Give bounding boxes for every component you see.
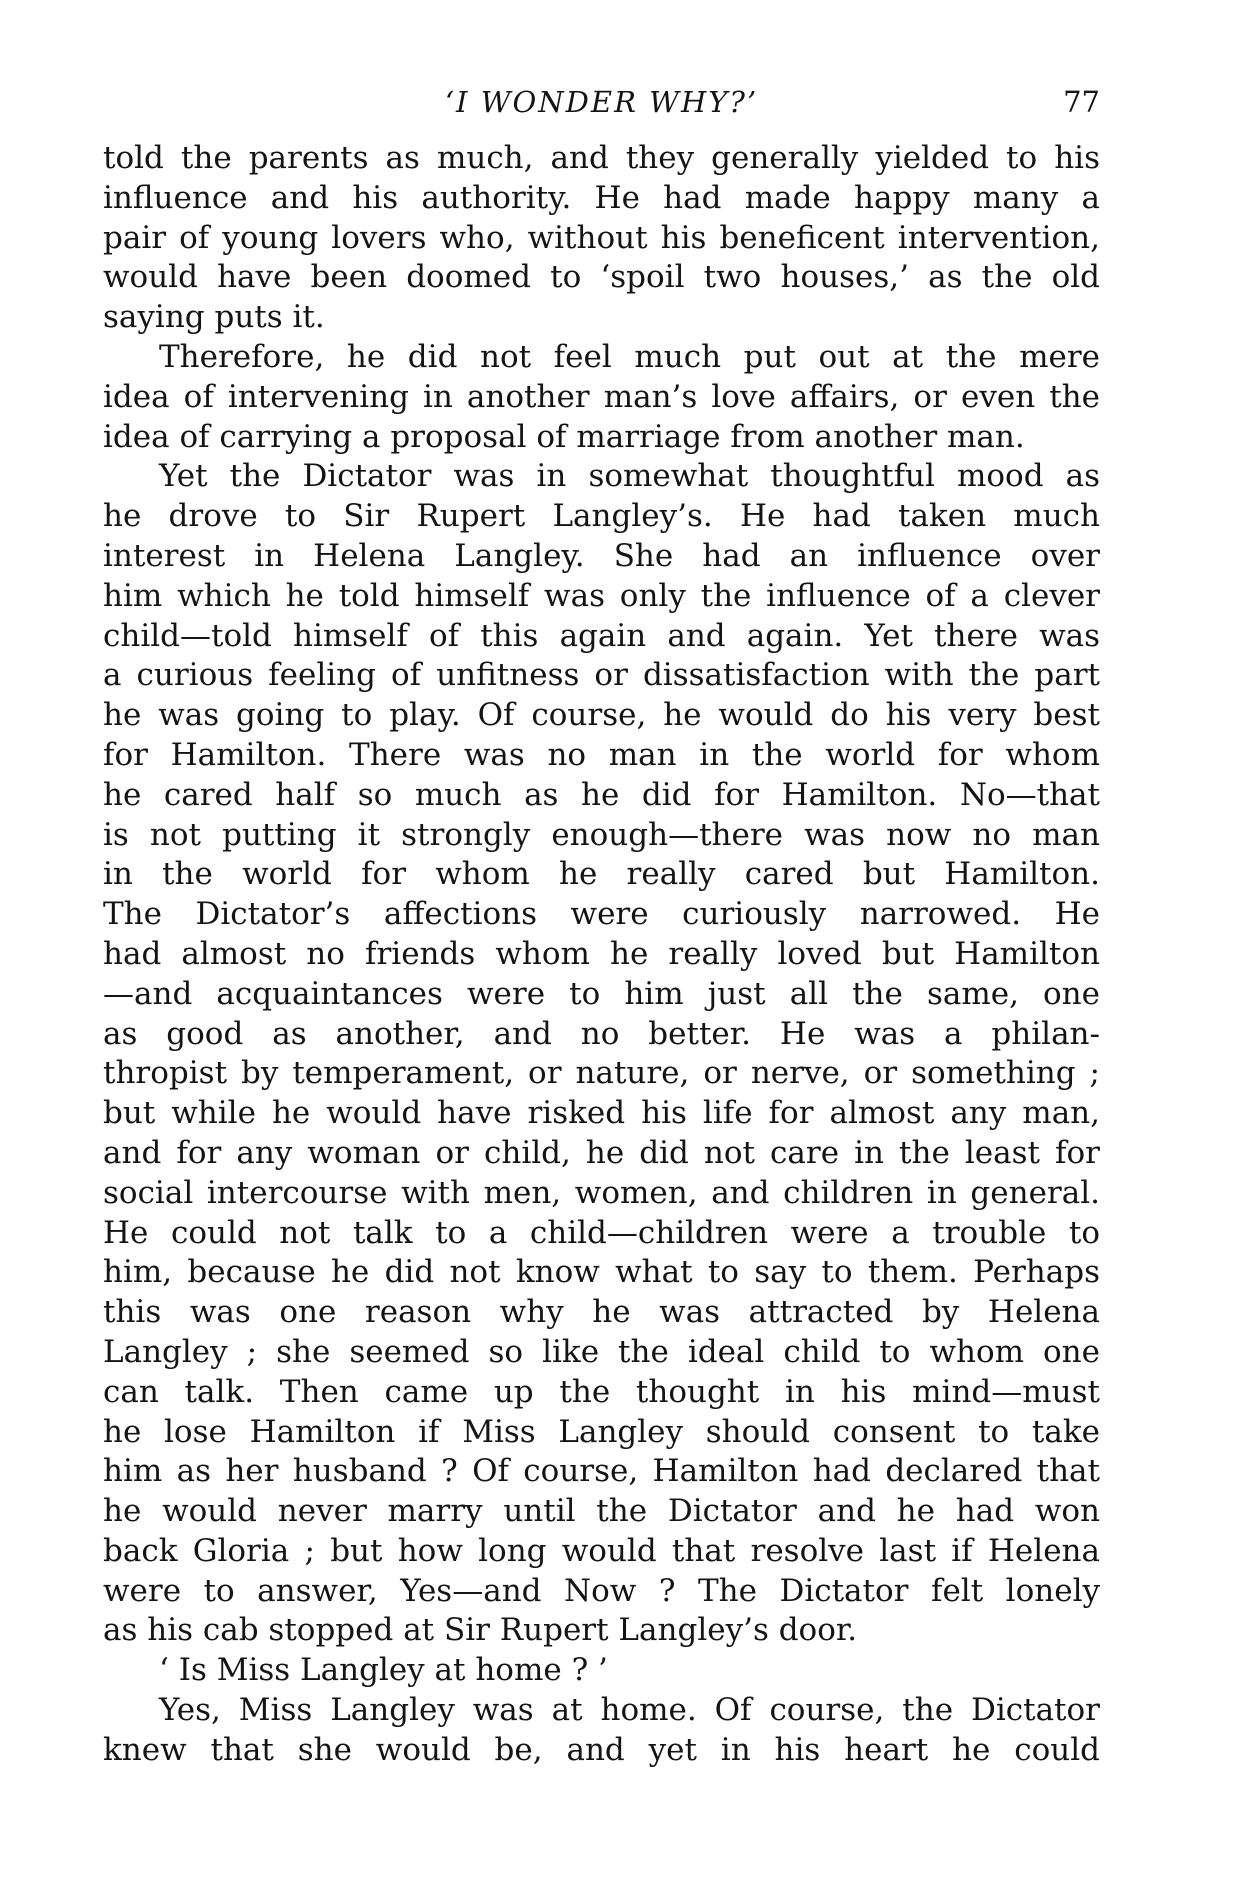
text-line: for Hamilton. There was no man in the world for whom xyxy=(103,736,1100,773)
text-line: back Gloria ; but how long would that resolve last if Helena xyxy=(103,1532,1100,1569)
text-line: he lose Hamilton if Miss Langley should consent to take xyxy=(103,1413,1100,1450)
text-line: he was going to play. Of course, he would do his very best xyxy=(103,697,1100,734)
text-line: told the parents as much, and they generally yielded to his xyxy=(103,140,1100,176)
text-line: him which he told himself was only the influence of a clever xyxy=(103,577,1100,614)
running-head xyxy=(103,80,1100,124)
text-line: pair of young lovers who, without his beneficent intervention, xyxy=(103,219,1100,256)
text-line: interest in Helena Langley. She had an influence over xyxy=(103,537,1100,574)
text-line: had almost no friends whom he really loved but Hamilton xyxy=(103,935,1100,972)
text-line: idea of intervening in another man’s love affairs, or even the xyxy=(103,378,1100,415)
text-line: Yet the Dictator was in somewhat thoughtful mood as xyxy=(159,458,1100,495)
text-line: influence and his authority. He had made happy many a xyxy=(103,179,1100,216)
text-line: and for any woman or child, he did not care in the least for xyxy=(103,1134,1100,1171)
text-line: in the world for whom he really cared but Hamilton. xyxy=(103,856,1100,893)
text-line: can talk. Then came up the thought in his mind—must xyxy=(103,1373,1100,1410)
text-line: ‘ Is Miss Langley at home ? ’ xyxy=(159,1652,608,1689)
text-line: him, because he did not know what to say to them. Perhaps xyxy=(103,1254,1100,1291)
text-line: a curious feeling of unfitness or dissatisfaction with the part xyxy=(103,657,1100,694)
text-line: but while he would have risked his life for almost any man, xyxy=(103,1095,1100,1132)
text-line: The Dictator’s affections were curiously narrowed. He xyxy=(103,896,1100,933)
text-line: he cared half so much as he did for Hamilton. No—that xyxy=(103,776,1100,813)
text-line: this was one reason why he was attracted by Helena xyxy=(103,1294,1100,1331)
text-line: saying puts it. xyxy=(103,299,325,336)
text-line: he drove to Sir Rupert Langley’s. He had taken much xyxy=(103,498,1100,535)
text-line: idea of carrying a proposal of marriage from another man. xyxy=(103,418,1025,455)
text-line: he would never marry until the Dictator and he had won xyxy=(103,1493,1100,1530)
text-line: as good as another, and no better. He was a philan- xyxy=(103,1015,1100,1052)
text-line: as his cab stopped at Sir Rupert Langley’s door. xyxy=(103,1612,858,1649)
text-line: would have been doomed to ‘spoil two houses,’ as the old xyxy=(103,259,1100,296)
running-title: ‘I WONDER WHY?’ xyxy=(444,85,759,119)
text-line: thropist by temperament, or nature, or nerve, or something ; xyxy=(103,1055,1100,1092)
text-line: child—told himself of this again and again. Yet there was xyxy=(103,617,1100,654)
text-line: He could not talk to a child—children were a trouble to xyxy=(103,1214,1100,1251)
page-number: 77 xyxy=(1063,85,1100,119)
body-text xyxy=(103,139,1100,1771)
text-line: is not putting it strongly enough—there was now no man xyxy=(103,816,1100,853)
text-line: social intercourse with men, women, and children in general. xyxy=(103,1174,1100,1211)
text-line: Langley ; she seemed so like the ideal child to whom one xyxy=(103,1333,1100,1370)
text-line: Therefore, he did not feel much put out at the mere xyxy=(159,338,1100,375)
text-line: —and acquaintances were to him just all the same, one xyxy=(103,975,1100,1012)
text-line: him as her husband ? Of course, Hamilton had declared that xyxy=(103,1453,1100,1490)
text-line: Yes, Miss Langley was at home. Of course, the Dictator xyxy=(159,1692,1100,1729)
text-line: were to answer, Yes—and Now ? The Dictator felt lonely xyxy=(103,1572,1100,1609)
text-line: knew that she would be, and yet in his heart he could xyxy=(103,1731,1100,1768)
